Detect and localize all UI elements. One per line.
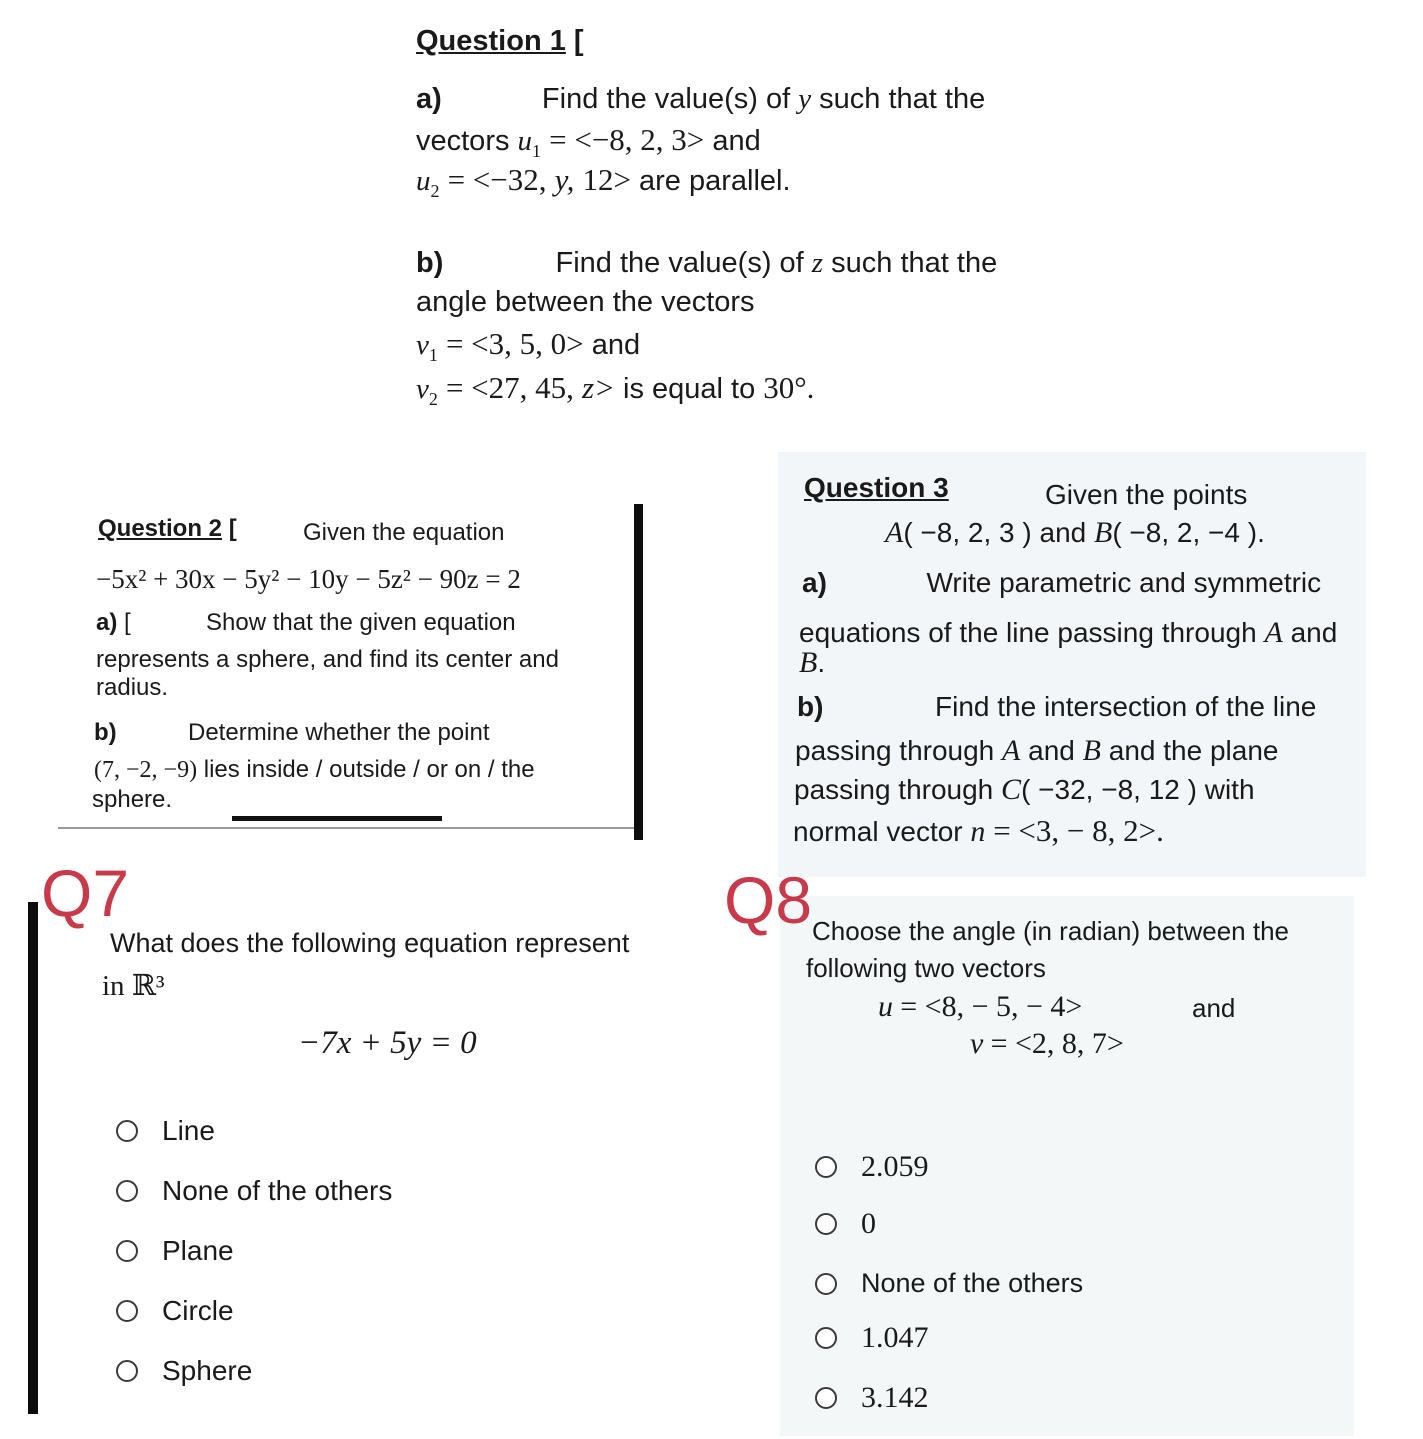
q2-b-line1 — [94, 721, 490, 745]
q3-a-line3 — [799, 648, 825, 678]
q1-v1-value: = <3, 5, 0> — [445, 326, 584, 361]
q1-b-text1: Find the value(s) of — [555, 247, 804, 279]
q3-b-A: A — [1002, 734, 1021, 767]
question-3-title: Question 3 — [804, 472, 949, 503]
q8-u-value: = <8, − 5, − 4> — [900, 990, 1083, 1023]
q2-b-point: (7, −2, −9) — [94, 757, 198, 783]
q8-tag: Q8 — [724, 863, 813, 937]
q8-option-1047-label: 1.047 — [861, 1321, 929, 1354]
q8-vector-u — [878, 992, 1082, 1022]
q7-option-circle-label: Circle — [162, 1295, 234, 1326]
question-1-title: Question 1 — [416, 25, 566, 57]
q7-option-line[interactable] — [116, 1117, 215, 1145]
q2-a-mark: [ — [124, 609, 131, 636]
q3-b-and1: and — [1028, 735, 1075, 766]
q7-option-plane[interactable] — [116, 1237, 234, 1265]
q1-a-label: a) — [416, 83, 442, 115]
q8-option-none-of-the-others[interactable] — [815, 1270, 1083, 1297]
q2-b-text2: lies inside / outside / or on / the — [203, 756, 535, 783]
q3-a-line2 — [799, 618, 1337, 648]
q2-b-line2 — [94, 758, 535, 782]
q7-option-circle[interactable] — [116, 1297, 234, 1325]
q3-b-C-coords: ( −32, −8, 12 ) with — [1021, 774, 1255, 805]
q8-vector-v — [970, 1029, 1124, 1059]
radio-icon[interactable] — [116, 1300, 138, 1322]
q1-b-and: and — [591, 329, 641, 361]
q1-u2-value-end: 12> — [582, 162, 631, 197]
q3-b-text4: normal vector — [793, 816, 963, 847]
q1-v1-var: v — [416, 329, 429, 361]
q1-u2-sub: 2 — [430, 180, 440, 201]
q8-option-none-label: None of the others — [861, 1268, 1084, 1298]
q1-a-parallel: are parallel. — [639, 165, 791, 197]
q2-a-label: a) — [96, 609, 118, 636]
q3-a-line1 — [802, 569, 1321, 597]
q2-b-label: b) — [94, 719, 117, 746]
question-1-title-row — [416, 27, 584, 56]
question-2-title-row — [98, 517, 237, 541]
q3-a-period: . — [817, 647, 826, 678]
q1-u2-value: = <−32, — [447, 162, 547, 197]
q1-a-line2 — [416, 124, 761, 160]
q8-option-3142[interactable] — [815, 1383, 929, 1413]
q7-option-line-label: Line — [162, 1115, 215, 1146]
q1-u1-sub: 1 — [532, 140, 542, 161]
question-2-title-mark: [ — [228, 515, 237, 542]
q1-b-text1-end: such that the — [831, 247, 998, 279]
q8-v-value: = <2, 8, 7> — [990, 1027, 1124, 1060]
q1-u1-value: = <−8, 2, 3> — [549, 122, 705, 157]
q1-b-label: b) — [416, 247, 444, 279]
q7-option-sphere-label: Sphere — [162, 1355, 253, 1386]
q1-b-var-z: z — [811, 247, 824, 279]
q2-side-bar — [634, 504, 643, 840]
q1-u2-y: y, — [554, 162, 575, 197]
q2-underline-bar — [232, 816, 442, 821]
q1-a-var-y: y — [798, 83, 812, 115]
q2-a-line2: represents a sphere, and find its center and — [96, 646, 559, 673]
q3-b-B: B — [1082, 734, 1101, 767]
q1-a-line3 — [416, 164, 791, 200]
q2-a-text1: Show that the given equation — [206, 609, 516, 636]
q1-b-line3 — [416, 328, 640, 364]
question-1-title-mark: [ — [573, 25, 584, 57]
q1-a-and: and — [712, 125, 761, 157]
q1-b-line2: angle between the vectors — [416, 286, 755, 318]
question-3-title-row — [804, 474, 949, 502]
q2-intro: Given the equation — [303, 519, 505, 546]
radio-icon[interactable] — [815, 1387, 837, 1409]
q2-b-line3: sphere. — [92, 786, 173, 813]
q8-u-var: u — [878, 990, 893, 1023]
q1-v2-value: = <27, 45, — [445, 370, 574, 405]
q8-v-var: v — [970, 1027, 984, 1060]
q3-b-text1: Find the intersection of the line — [935, 691, 1317, 722]
q1-v2-sub: 2 — [428, 388, 438, 409]
q3-point-A: A — [885, 516, 904, 549]
radio-icon[interactable] — [116, 1120, 138, 1142]
q3-points — [885, 518, 1265, 548]
q8-option-3142-label: 3.142 — [861, 1381, 929, 1414]
q8-option-0[interactable] — [815, 1209, 876, 1239]
q3-b-C: C — [1001, 773, 1022, 806]
question-2-title: Question 2 — [98, 515, 223, 542]
q7-equation: −7x + 5y = 0 — [298, 1025, 477, 1061]
q8-option-2059-label: 2.059 — [861, 1150, 929, 1183]
q3-a-text2: equations of the line passing through — [799, 617, 1257, 648]
q3-point-B: B — [1094, 516, 1113, 549]
q1-b-line1 — [416, 249, 997, 278]
q1-a-line1 — [416, 85, 985, 114]
q2-b-text1: Determine whether the point — [188, 719, 490, 746]
q3-b-text2: passing through — [795, 735, 995, 766]
q8-prompt-line2: following two vectors — [806, 953, 1046, 983]
q8-prompt-line1: Choose the angle (in radian) between the — [812, 916, 1289, 946]
radio-icon[interactable] — [815, 1273, 837, 1295]
q8-option-2059[interactable] — [815, 1152, 929, 1182]
q1-v2-var: v — [416, 373, 429, 405]
q1-b-line4 — [416, 372, 814, 408]
q1-v1-sub: 1 — [428, 344, 438, 365]
q1-b-angle: 30°. — [763, 370, 815, 405]
q1-a-text1-end: such that the — [819, 83, 986, 115]
q8-option-0-label: 0 — [861, 1207, 876, 1240]
q3-a-A: A — [1264, 616, 1283, 649]
radio-icon[interactable] — [116, 1360, 138, 1382]
q1-u2-var: u — [416, 165, 431, 197]
q3-b-line1 — [797, 693, 1316, 721]
q8-and: and — [1192, 993, 1236, 1023]
q7-side-bar — [28, 902, 38, 1414]
q3-point-A-coords: ( −8, 2, 3 ) and — [903, 517, 1087, 548]
q7-option-plane-label: Plane — [162, 1235, 234, 1266]
q7-tag: Q7 — [41, 856, 130, 930]
radio-icon[interactable] — [815, 1213, 837, 1235]
q3-intro: Given the points — [1045, 479, 1248, 510]
radio-icon[interactable] — [116, 1240, 138, 1262]
q2-a-line1 — [96, 611, 516, 635]
q3-a-B: B — [799, 646, 818, 679]
q2-a-line3: radius. — [96, 674, 169, 701]
q2-divider — [58, 827, 642, 829]
q3-a-label: a) — [802, 567, 827, 598]
q2-equation: −5x² + 30x − 5y² − 10y − 5z² − 90z = 2 — [96, 564, 521, 594]
q3-a-and: and — [1290, 617, 1338, 648]
radio-icon[interactable] — [116, 1180, 138, 1202]
q3-b-text3: passing through — [794, 774, 994, 805]
q7-prompt-line1: What does the following equation represent — [110, 928, 630, 958]
q1-u1-var: u — [517, 125, 533, 157]
q1-a-vectors-word: vectors — [416, 125, 510, 157]
q3-b-n: n — [970, 815, 986, 848]
radio-icon[interactable] — [815, 1156, 837, 1178]
q7-option-sphere[interactable] — [116, 1357, 252, 1385]
q3-b-text2-end: and the plane — [1108, 735, 1279, 766]
q7-option-none-of-the-others[interactable] — [116, 1177, 392, 1205]
radio-icon[interactable] — [815, 1327, 837, 1349]
q8-option-1047[interactable] — [815, 1323, 929, 1353]
q3-b-normal-vector: = <3, − 8, 2>. — [993, 813, 1164, 848]
q3-b-line4 — [793, 815, 1164, 847]
q3-a-text1: Write parametric and symmetric — [926, 567, 1322, 598]
q1-b-equal-to: is equal to — [623, 373, 756, 405]
q7-prompt-line2: in ℝ³ — [102, 970, 165, 1002]
q3-point-B-coords: ( −8, 2, −4 ). — [1112, 517, 1265, 548]
q7-option-none-label: None of the others — [162, 1175, 393, 1206]
q3-b-line2 — [795, 736, 1278, 766]
q3-b-label: b) — [797, 691, 824, 722]
q1-v2-z: z> — [581, 370, 615, 405]
q1-a-text1: Find the value(s) of — [541, 83, 791, 115]
q3-b-line3 — [794, 775, 1255, 805]
